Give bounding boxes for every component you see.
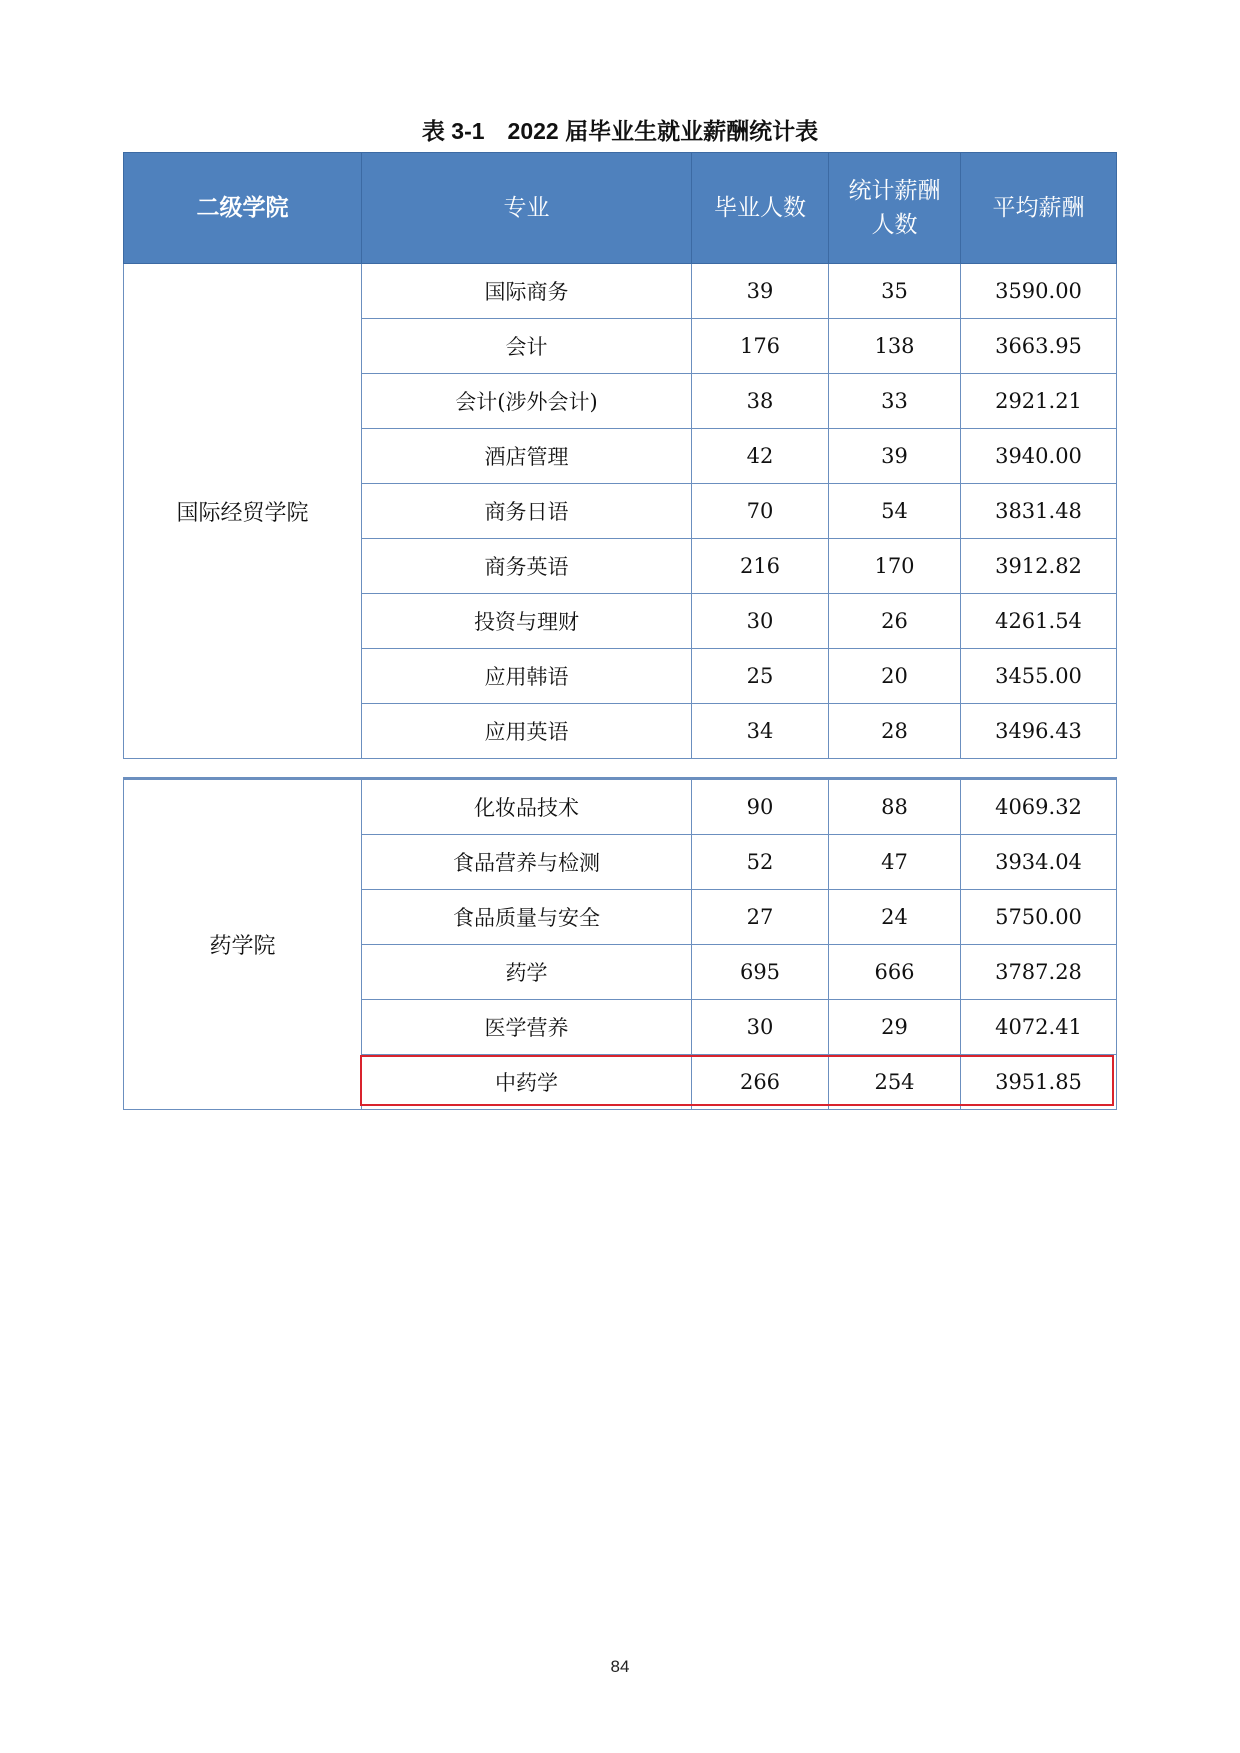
graduates-cell: 70 — [692, 484, 829, 539]
avg-salary-cell: 3831.48 — [961, 484, 1117, 539]
graduates-cell: 39 — [692, 264, 829, 319]
graduates-cell: 216 — [692, 539, 829, 594]
salary-count-cell: 54 — [829, 484, 961, 539]
salary-count-cell: 26 — [829, 594, 961, 649]
table-caption: 表 3-1 2022 届毕业生就业薪酬统计表 — [421, 118, 819, 144]
header-college: 二级学院 — [124, 153, 362, 264]
avg-salary-cell: 3787.28 — [961, 945, 1117, 1000]
major-cell: 医学营养 — [362, 1000, 692, 1055]
major-cell: 应用英语 — [362, 704, 692, 759]
avg-salary-cell: 5750.00 — [961, 890, 1117, 945]
avg-salary-cell: 4069.32 — [961, 779, 1117, 835]
avg-salary-cell: 3455.00 — [961, 649, 1117, 704]
salary-count-cell: 28 — [829, 704, 961, 759]
avg-salary-cell: 3951.85 — [961, 1055, 1117, 1110]
salary-count-cell: 33 — [829, 374, 961, 429]
college-name: 药学院 — [124, 779, 362, 1110]
header-major: 专业 — [362, 153, 692, 264]
avg-salary-cell: 3590.00 — [961, 264, 1117, 319]
avg-salary-cell: 4261.54 — [961, 594, 1117, 649]
avg-salary-cell: 3934.04 — [961, 835, 1117, 890]
salary-count-cell: 88 — [829, 779, 961, 835]
table-header-row — [124, 153, 1117, 264]
major-cell: 中药学 — [362, 1055, 692, 1110]
college-name: 国际经贸学院 — [124, 264, 362, 759]
salary-count-cell: 47 — [829, 835, 961, 890]
avg-salary-cell: 3663.95 — [961, 319, 1117, 374]
major-cell: 会计 — [362, 319, 692, 374]
salary-count-cell: 170 — [829, 539, 961, 594]
college-group-pharmacy — [124, 779, 1117, 1110]
graduates-cell: 42 — [692, 429, 829, 484]
graduates-cell: 90 — [692, 779, 829, 835]
table-row — [124, 264, 1117, 319]
major-cell: 食品质量与安全 — [362, 890, 692, 945]
header-graduates: 毕业人数 — [692, 153, 829, 264]
graduates-cell: 176 — [692, 319, 829, 374]
major-cell: 化妆品技术 — [362, 779, 692, 835]
graduates-cell: 34 — [692, 704, 829, 759]
major-cell: 商务英语 — [362, 539, 692, 594]
graduates-cell: 695 — [692, 945, 829, 1000]
major-cell: 应用韩语 — [362, 649, 692, 704]
salary-count-cell: 35 — [829, 264, 961, 319]
salary-count-cell: 29 — [829, 1000, 961, 1055]
graduates-cell: 27 — [692, 890, 829, 945]
table-row — [124, 779, 1117, 835]
salary-count-cell: 39 — [829, 429, 961, 484]
salary-table-part-2 — [123, 777, 1117, 1110]
major-cell: 投资与理财 — [362, 594, 692, 649]
major-cell: 会计(涉外会计) — [362, 374, 692, 429]
salary-table-part-1 — [123, 152, 1117, 759]
header-avg-salary: 平均薪酬 — [961, 153, 1117, 264]
graduates-cell: 52 — [692, 835, 829, 890]
graduates-cell: 266 — [692, 1055, 829, 1110]
college-group-international-trade — [124, 264, 1117, 759]
avg-salary-cell: 3496.43 — [961, 704, 1117, 759]
avg-salary-cell: 3940.00 — [961, 429, 1117, 484]
graduates-cell: 30 — [692, 1000, 829, 1055]
salary-count-cell: 254 — [829, 1055, 961, 1110]
salary-count-cell: 20 — [829, 649, 961, 704]
graduates-cell: 30 — [692, 594, 829, 649]
graduates-cell: 38 — [692, 374, 829, 429]
major-cell: 药学 — [362, 945, 692, 1000]
avg-salary-cell: 3912.82 — [961, 539, 1117, 594]
page-number: 84 — [610, 1657, 630, 1676]
avg-salary-cell: 2921.21 — [961, 374, 1117, 429]
major-cell: 商务日语 — [362, 484, 692, 539]
graduates-cell: 25 — [692, 649, 829, 704]
header-salary-count: 统计薪酬人数 — [829, 153, 961, 264]
salary-count-cell: 24 — [829, 890, 961, 945]
salary-count-cell: 138 — [829, 319, 961, 374]
avg-salary-cell: 4072.41 — [961, 1000, 1117, 1055]
major-cell: 酒店管理 — [362, 429, 692, 484]
major-cell: 国际商务 — [362, 264, 692, 319]
salary-count-cell: 666 — [829, 945, 961, 1000]
major-cell: 食品营养与检测 — [362, 835, 692, 890]
